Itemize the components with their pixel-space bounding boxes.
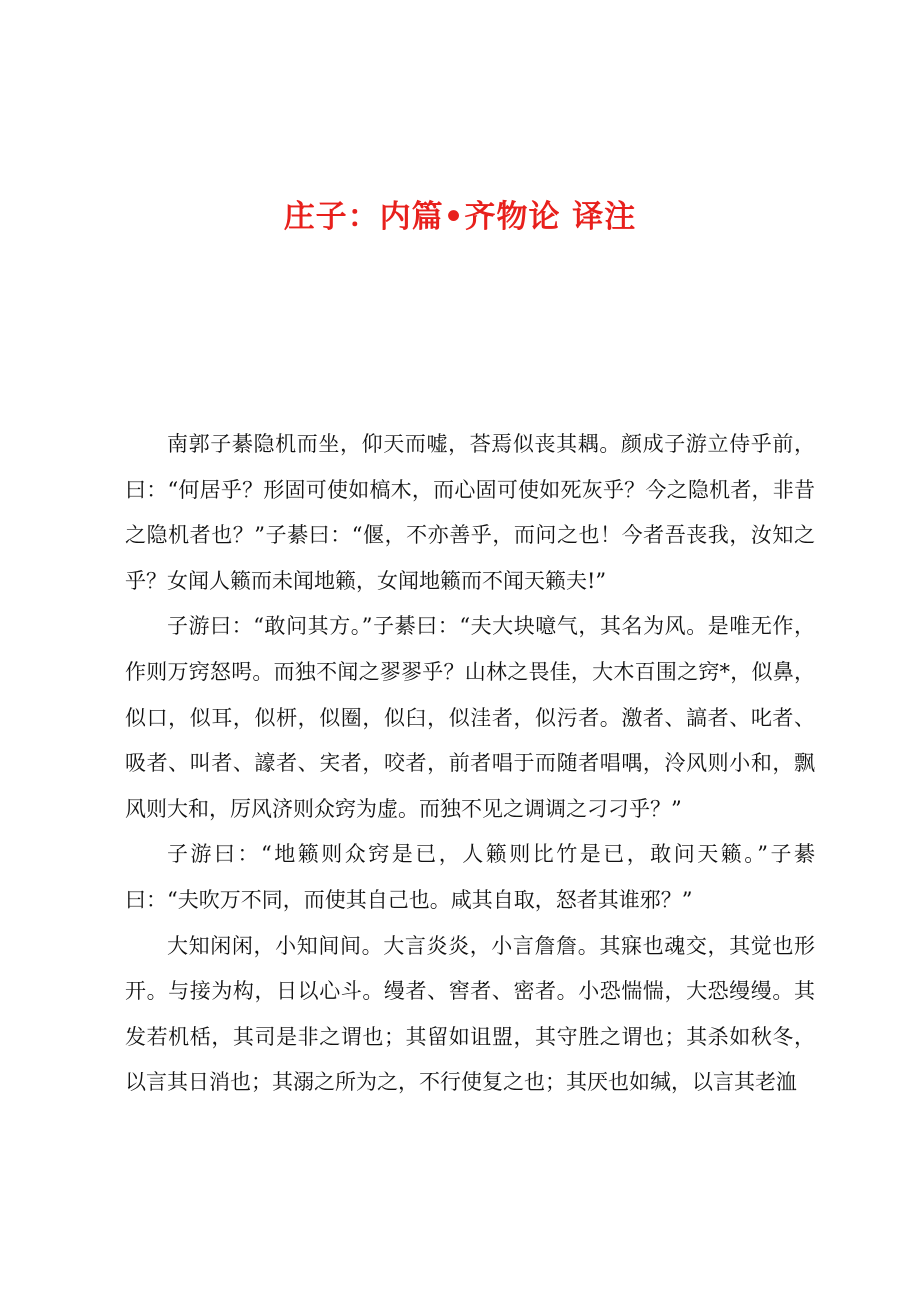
document-body [125,422,815,1106]
paragraph: 子游曰：“敢问其方。”子綦曰：“夫大块噫气，其名为风。是唯无作，作则万窍怒呺。而独不闻之翏翏乎？山林之畏佳，大木百围之窍*，似鼻，似口，似耳，似枅，似圈，似臼，似洼者，似污者。激者、謞者、叱者、吸者、叫者、譹者、宎者，咬者，前者唱于而随者唱喁，泠风则小和，飘风则大和，厉风济则众窍为虚。而独不见之调调之刁刁乎？” [125,614,815,821]
paragraph: 南郭子綦隐机而坐，仰天而嘘，荅焉似丧其耦。颜成子游立侍乎前，曰：“何居乎？形固可使如槁木，而心固可使如死灰乎？今之隐机者，非昔之隐机者也？”子綦曰：“偃，不亦善乎，而问之也！今者吾丧我，汝知之乎？女闻人籁而未闻地籁，女闻地籁而不闻天籁夫!” [125,432,815,593]
paragraph: 大知闲闲，小知间间。大言炎炎，小言詹詹。其寐也魂交，其觉也形开。与接为构，日以心斗。缦者、窖者、密者。小恐惴惴，大恐缦缦。其发若机栝，其司是非之谓也；其留如诅盟，其守胜之谓也；其杀如秋冬，以言其日消也；其溺之所为之，不行使复之也；其厌也如缄，以言其老洫 [125,933,815,1095]
document-title: 庄子：内篇•齐物论 译注 [283,199,637,235]
paragraph: 子游曰：“地籁则众窍是已，人籁则比竹是已，敢问天籁。”子綦曰：“夫吹万不同，而使其自己也。咸其自取，怒者其谁邪？” [125,842,815,912]
